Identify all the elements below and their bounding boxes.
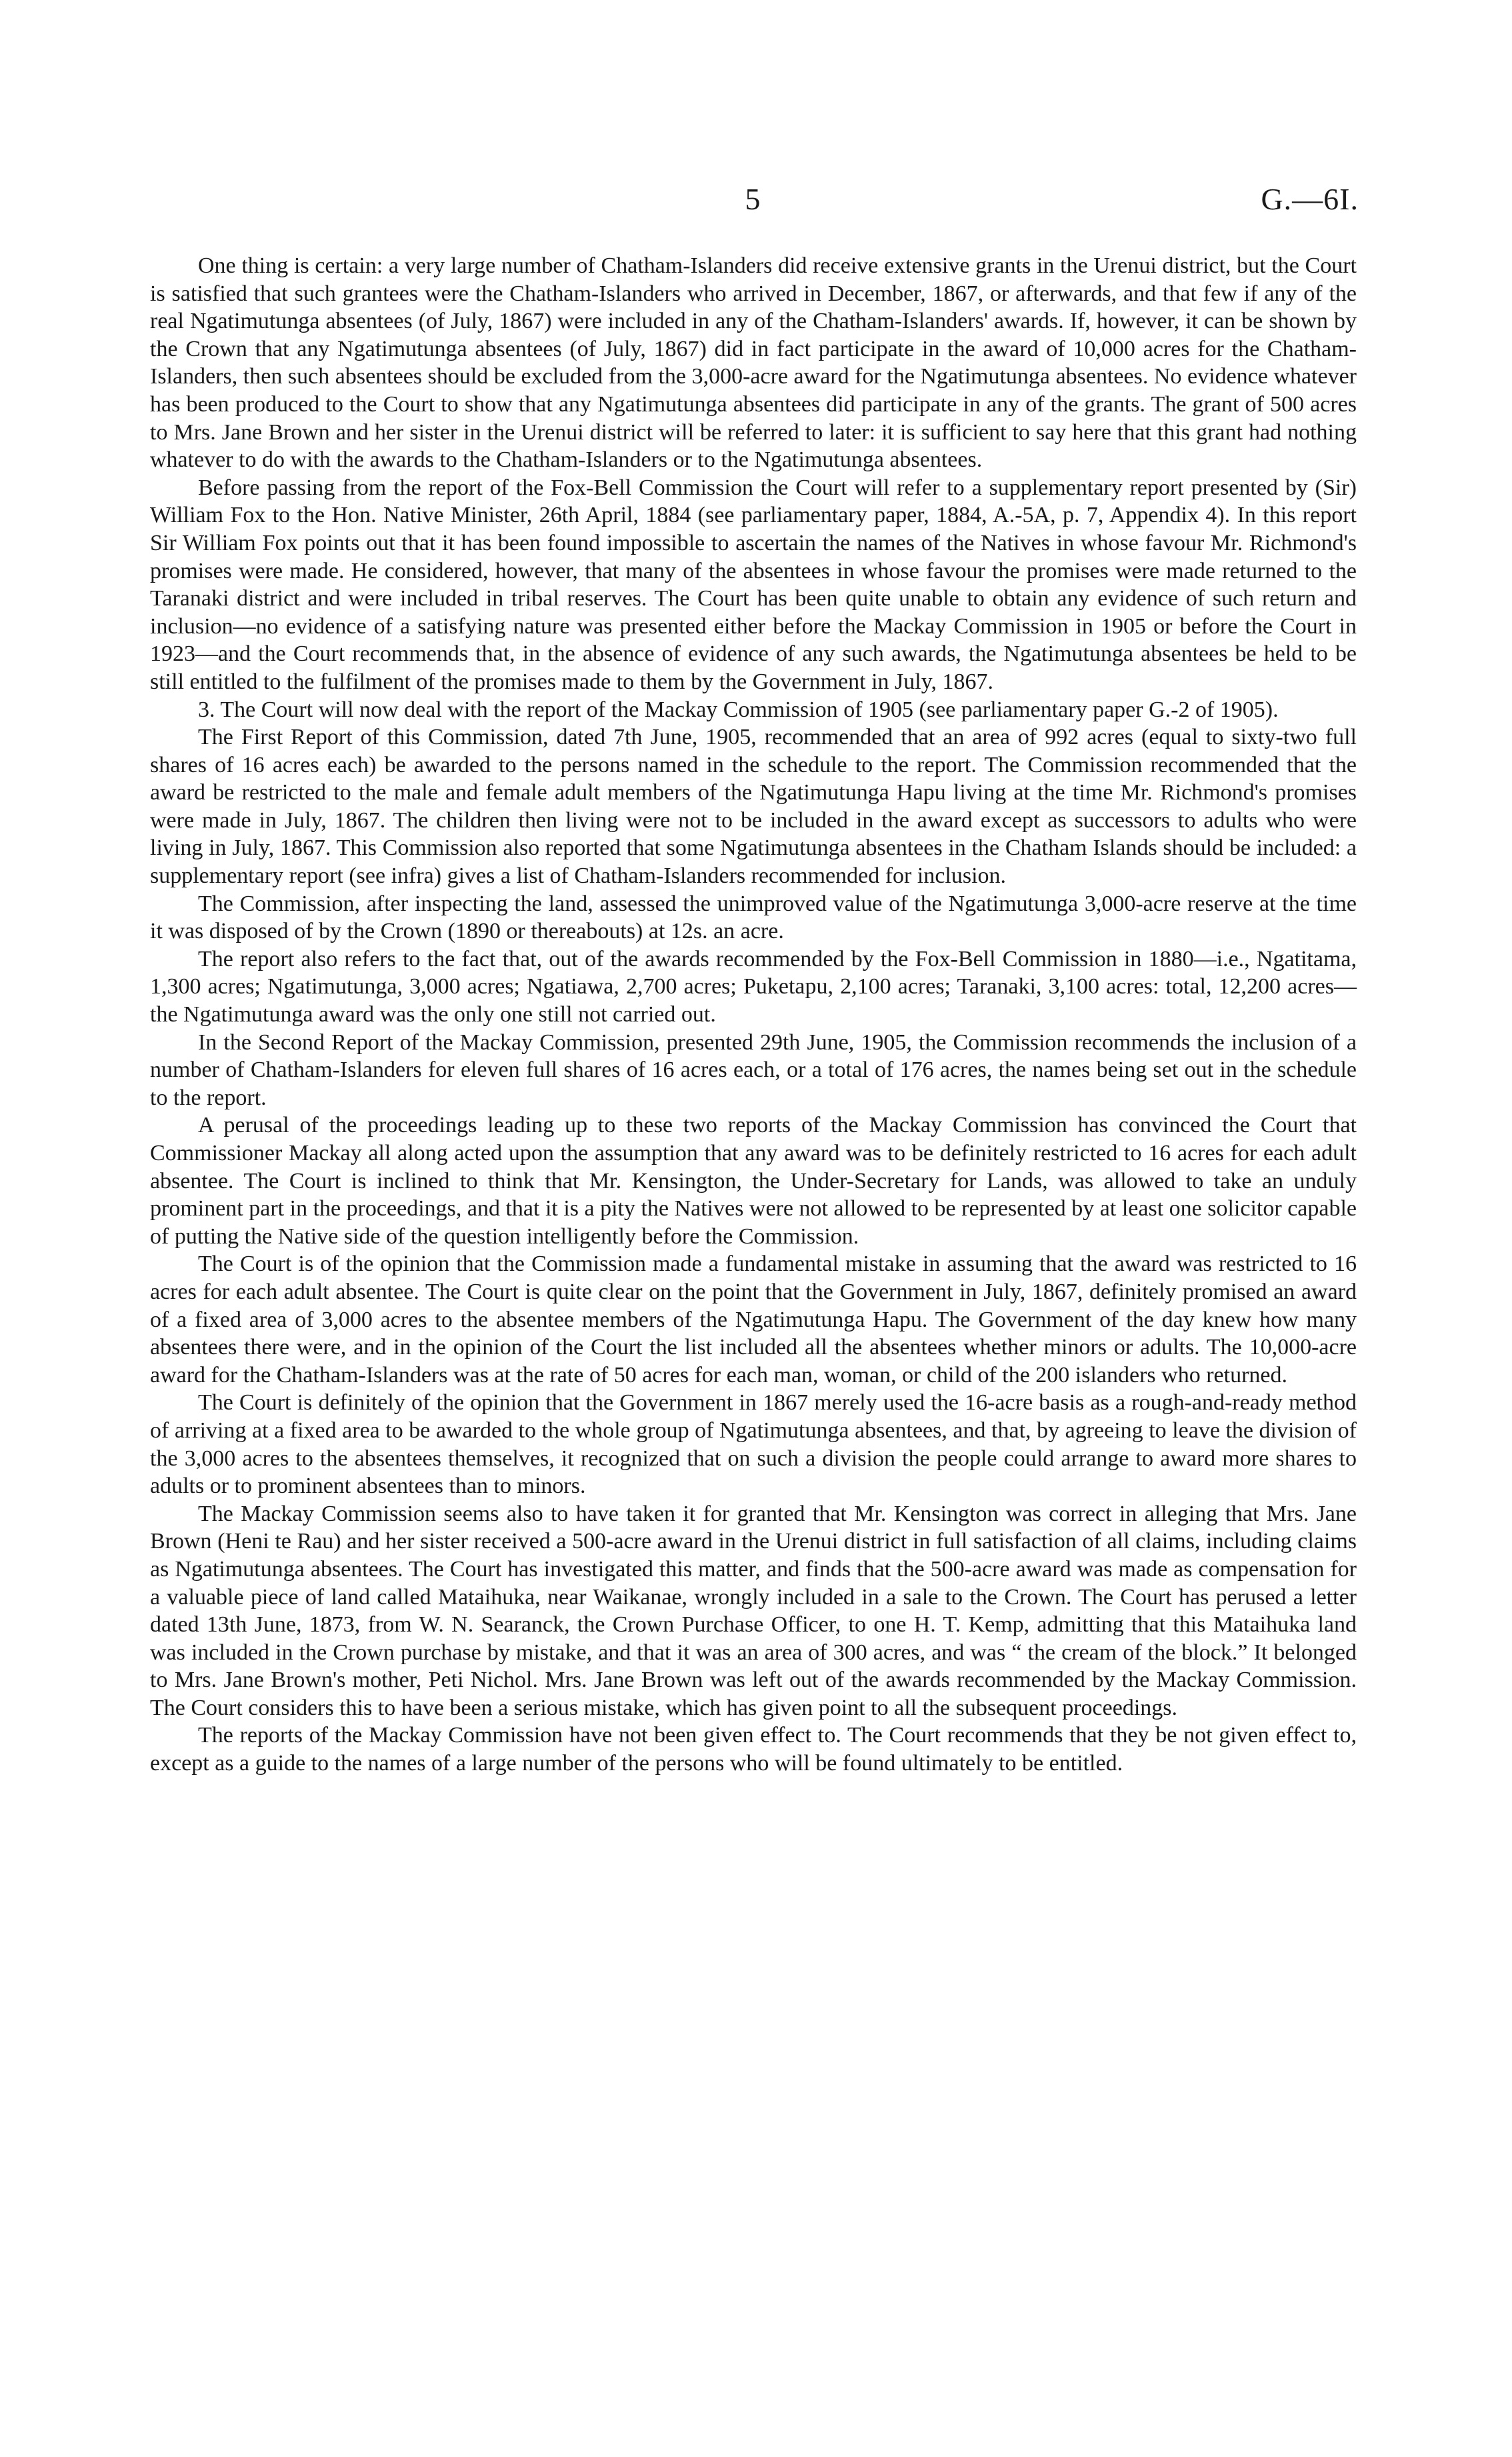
- page-header: [147, 181, 1359, 228]
- body-text: [150, 252, 1357, 1778]
- paragraph-awards-list: The report also refers to the fact that, out of the awards recommended by the Fox-Bell Commission in 1880—i.e., Ngatitama, 1,300 acres; Ngatimutunga, 3,000 acres; Ngatiawa, 2,700 acres; Puketapu, 2,100 acres; Taranaki, 3,100 acres: total, 12,200 acres—the Ngatimutunga award was the only one still not carried out.: [150, 946, 1357, 1027]
- paragraph-chatham-grants: One thing is certain: a very large number of Chatham-Islanders did receive extensive grants in the Urenui district, but the Court is satisfied that such grantees were the Chatham-Islanders who arrived in December, 1867, or afterwards, and that few if any of the real Ngatimutunga absentees (of July, 1867) were included in any of the Chatham-Islanders' awards. If, however, it can be shown by the Crown that any Ngatimutunga absentees (of July, 1867) did in fact participate in the award of 10,000 acres for the Chatham-Islanders, then such absentees should be excluded from the 3,000-acre award for the Ngatimutunga absentees. No evidence whatever has been produced to the Court to show that any Ngatimutunga absentees did participate in any of the grants. The grant of 500 acres to Mrs. Jane Brown and her sister in the Urenui district will be referred to later: it is sufficient to say here that this grant had nothing whatever to do with the awards to the Chatham-Islanders or to the Ngatimutunga absentees.: [150, 253, 1357, 473]
- paragraph-section-3: 3. The Court will now deal with the report of the Mackay Commission of 1905 (see parliamentary paper G.-2 of 1905).: [198, 697, 1279, 722]
- paragraph-unimproved-value: The Commission, after inspecting the land, assessed the unimproved value of the Ngatimutunga 3,000-acre reserve at the time it was disposed of by the Crown (1890 or thereabouts) at 12s. an acre.: [150, 891, 1357, 944]
- page-number: 5: [745, 182, 761, 216]
- paragraph-jane-brown: The Mackay Commission seems also to have taken it for granted that Mr. Kensington was correct in alleging that Mrs. Jane Brown (Heni te Rau) and her sister received a 500-acre award in the Urenui district in full satisfaction of all claims, including claims as Ngatimutunga absentees. The Court has investigated this matter, and finds that the 500-acre award was made as compensation for a valuable piece of land called Mataihuka, near Waikanae, wrongly included in a sale to the Crown. The Court has perused a letter dated 13th June, 1873, from W. N. Searanck, the Crown Purchase Officer, to one H. T. Kemp, admitting that this Mataihuka land was included in the Crown purchase by mistake, and that it was an area of 300 acres, and was “ the cream of the block.” It belonged to Mrs. Jane Brown's mother, Peti Nichol. Mrs. Jane Brown was left out of the awards recommended by the Mackay Commission. The Court considers this to have been a serious mistake, which has given point to all the subsequent proceedings.: [150, 1501, 1357, 1720]
- document-reference: G.—6I.: [1261, 182, 1359, 216]
- paragraph-proceedings-perusal: A perusal of the proceedings leading up to these two reports of the Mackay Commission has convinced the Court that Commissioner Mackay all along acted upon the assumption that any award was to be definitely restricted to 16 acres for each adult absentee. The Court is inclined to think that Mr. Kensington, the Under-Secretary for Lands, was allowed to take an unduly prominent part in the proceedings, and that it is a pity the Natives were not allowed to be represented by at least one solicitor capable of putting the Native side of the question intelligently before the Commission.: [150, 1113, 1357, 1249]
- paragraph-fox-bell-supplementary: Before passing from the report of the Fox-Bell Commission the Court will refer to a supplementary report presented by (Sir) William Fox to the Hon. Native Minister, 26th April, 1884 (see parliamentary paper, 1884, A.-5A, p. 7, Appendix 4). In this report Sir William Fox points out that it has been found impossible to ascertain the names of the Natives in whose favour Mr. Richmond's promises were made. He considered, however, that many of the absentees in whose favour the promises were made returned to the Taranaki district and were included in tribal reserves. The Court has been quite unable to obtain any evidence of such return and inclusion—no evidence of a satisfying nature was presented either before the Mackay Commission in 1905 or before the Court in 1923—and the Court recommends that, in the absence of evidence of any such awards, the Ngatimutunga absentees be held to be still entitled to the fulfilment of the promises made to them by the Government in July, 1867.: [150, 475, 1357, 694]
- paragraph-recommendation: The reports of the Mackay Commission have not been given effect to. The Court recommends that they be not given effect to, except as a guide to the names of a large number of the persons who will be found ultimately to be entitled.: [150, 1723, 1357, 1776]
- paragraph-fundamental-mistake: The Court is of the opinion that the Commission made a fundamental mistake in assuming that the award was restricted to 16 acres for each adult absentee. The Court is quite clear on the point that the Government in July, 1867, definitely promised an award of a fixed area of 3,000 acres to the absentee members of the Ngatimutunga Hapu. The Government of the day knew how many absentees there were, and in the opinion of the Court the list included all the absentees whether minors or adults. The 10,000-acre award for the Chatham-Islanders was at the rate of 50 acres for each man, woman, or child of the 200 islanders who returned.: [150, 1252, 1357, 1388]
- paragraph-first-report: The First Report of this Commission, dated 7th June, 1905, recommended that an area of 992 acres (equal to sixty-two full shares of 16 acres each) be awarded to the persons named in the schedule to the report. The Commission recommended that the award be restricted to the male and female adult members of the Ngatimutunga Hapu living at the time Mr. Richmond's promises were made in July, 1867. The children then living were not to be included in the award except as successors to adults who were living in July, 1867. This Commission also reported that some Ngatimutunga absentees in the Chatham Islands should be included: a supplementary report (see infra) gives a list of Chatham-Islanders recommended for inclusion.: [150, 725, 1357, 889]
- paragraph-16-acre-basis: The Court is definitely of the opinion that the Government in 1867 merely used the 16-acre basis as a rough-and-ready method of arriving at a fixed area to be awarded to the whole group of Ngatimutunga absentees, and that, by agreeing to leave the division of the 3,000 acres to the absentees themselves, it recognized that on such a division the people could arrange to award more shares to adults or to prominent absentees than to minors.: [150, 1390, 1357, 1499]
- paragraph-second-report: In the Second Report of the Mackay Commission, presented 29th June, 1905, the Commission recommends the inclusion of a number of Chatham-Islanders for eleven full shares of 16 acres each, or a total of 176 acres, the names being set out in the schedule to the report.: [150, 1029, 1357, 1110]
